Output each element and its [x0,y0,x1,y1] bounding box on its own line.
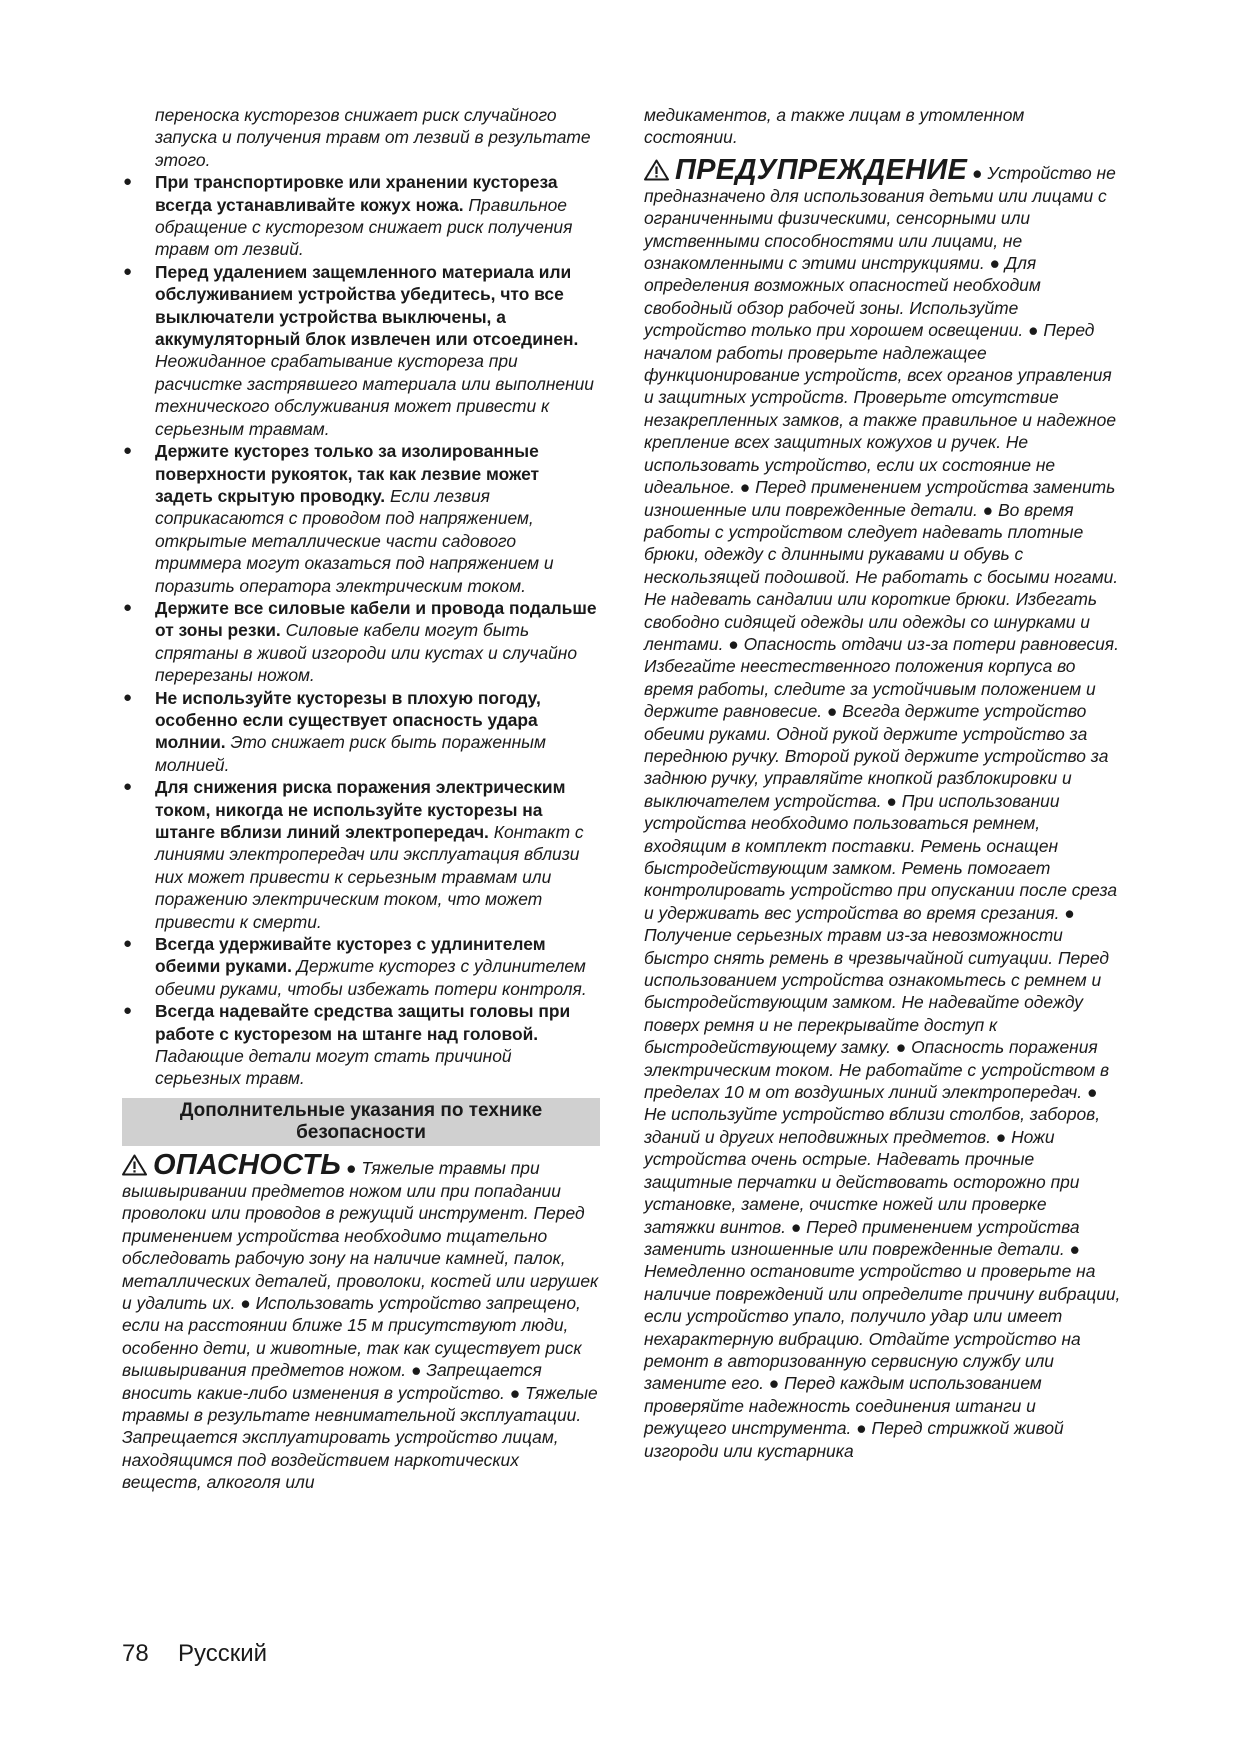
danger-paragraph [122,1150,600,1494]
bullet-text: Если лезвия соприкасаются с проводом под напряжением, открытые металлические части садового триммера могут оказаться под напряжением и поразить оператора электрическим током. [155,485,554,596]
warning-text: ● Устройство не предназначено для использования детьми или лицами с ограниченными физическими, сенсорными или умственными способностями или лицами, не ознакомленными с этими инструкциями. ● Для определения возможных опасностей необходим свободный обзор рабочей зоны. Используйте устройство только при хорошем освещении. ● Перед началом работы проверьте надлежащее функционирование устройств, всех органов управления и защитных устройств. Проверьте отсутствие незакрепленных замков, а также правильное и надежное крепление всех защитных кожухов и ручек. Не использовать устройство, если их состояние не идеальное. ● Перед применением устройства заменить изношенные или поврежденные детали. ● Во время работы с устройством следует надевать плотные брюки, одежду с длинными рукавами и обувь с нескользящей подошвой. Не работать с босыми ногами. Не надевать сандалии или короткие брюки. Избегать свободно сидящей одежды или одежды со шнурками и лентами. ● Опасность отдачи из-за потери равновесия. Избегайте неестественного положения корпуса во время работы, следите за устойчивым положением и держите равновесие. ● Всегда держите устройство обеими руками. Одной рукой держите устройство за переднюю ручку. Второй рукой держите устройство за заднюю ручку, управляйте кнопкой разблокировки и выключателем устройства. ● При использовании устройства необходимо пользоваться ремнем, входящим в комплект поставки. Ремень оснащен быстродействующим замком. Ремень помогает контролировать устройство при опускании после среза и удерживать вес устройства во время срезания. ● Получение серьезных травм из-за невозможности быстро снять ремень в чрезвычайной ситуации. Перед использованием устройства ознакомьтесь с ремнем и быстродействующим замком. Не надевайте одежду поверх ремня и не перекрывайте доступ к быстродействующему замку. ● Опасность поражения электрическим током. Не работайте с устройством в пределах 10 м от воздушных линий электропередач. ● Не используйте устройство вблизи столбов, заборов, зданий и других неподвижных предметов. ● Ножи устройства очень острые. Надевать прочные защитные перчатки и действовать осторожно при установке, замене, очистке ножей или проверке затяжки винтов. ● Перед применением устройства заменить изношенные или поврежденные детали. ● Немедленно остановите устройство и проверьте на наличие повреждений или определите причину вибрации, если устройство упало, получило удар или имеет нехарактерную вибрацию. Отдайте устройство на ремонт в авторизованную сервисную службу или замените его. ● Перед каждым использованием проверяйте надежность соединения штанги и режущего инструмента. ● Перед стрижкой живой изгороди или кустарника [644,162,1121,1461]
lead-paragraph: переноска кусторезов снижает риск случайного запуска и получения травм от лезвий в результате этого. [155,105,591,170]
bullet-text: Неожиданное срабатывание кустореза при расчистке застрявшего материала или выполнении технического обслуживания может привести к серьезным травмам. [155,351,594,439]
right-column [644,104,1122,1462]
bullet-text: Падающие детали могут стать причиной серьезных травм. [155,1046,512,1089]
bullet-item [122,171,600,261]
bullet-item [122,1000,600,1090]
warning-signal-word: ПРЕДУПРЕЖДЕНИЕ [675,153,968,186]
bullet-item [122,933,600,1000]
bullet-text: Правильное обращение с кусторезом снижает риск получения травм от лезвий. [155,194,573,260]
bullet-text: Держите кусторез с удлинителем обеими руками, чтобы избежать потери контроля. [155,956,587,999]
bullet-bold: Держите все силовые кабели и провода подальше от зоны резки. [155,597,597,641]
page-number: 78 [122,1640,149,1667]
bullet-item [122,776,600,933]
safety-bullet-list [122,171,600,1090]
bullet-item [122,261,600,440]
bullet-bold: Всегда удерживайте кусторез с удлинителем обеими руками. [155,934,546,977]
bullet-bold: Перед удалением защемленного материала или обслуживанием устройства убедитесь, что все выключатели устройства выключены, а аккумуляторный блок извлечен или отсоединен. [155,261,579,350]
bullet-text: Контакт с линиями электропередач или эксплуатация вблизи них может привести к серьезным травмам или поражению электрическим током, что может привести к смерти. [155,822,584,932]
warning-triangle-icon [644,159,669,181]
bullet-bold: Всегда надевайте средства защиты головы при работе с кусторезом на штанге над головой. [155,1001,571,1044]
bullet-text: Это снижает риск быть пораженным молнией. [155,732,546,775]
bullet-item [122,440,600,597]
continued-paragraph: медикаментов, а также лицам в утомленном состоянии. [644,105,1025,148]
section-heading: Дополнительные указания по технике безопасности [122,1098,600,1146]
bullet-bold: Не используйте кусторезы в плохую погоду, особенно если существует опасность удара молнии. [155,687,541,753]
bullet-bold: Для снижения риска поражения электрическим током, никогда не используйте кусторезы на штанге вблизи линий электропередач. [155,777,566,842]
bullet-bold: Держите кусторез только за изолированные поверхности рукояток, так как лезвие может задеть скрытую проводку. [155,441,540,506]
danger-text: ● Тяжелые травмы при вышвыривании предметов ножом или при попадании проволоки или проводов в режущий инструмент. Перед применением устройства необходимо тщательно обследовать рабочую зону на наличие камней, палок, металлических деталей, проволоки, костей или игрушек и удалить их. ● Использовать устройство запрещено, если на расстоянии ближе 15 м присутствуют люди, особенно дети, и животные, так как существует риск вышвыривания предметов ножом. ● Запрещается вносить какие-либо изменения в устройство. ● Тяжелые травмы в результате невнимательной эксплуатации. Запрещается эксплуатировать устройство лицам, находящимся под воздействием наркотических веществ, алкоголя или [122,1157,599,1493]
danger-signal-word: ОПАСНОСТЬ [153,1148,342,1181]
bullet-bold: При транспортировке или хранении кустореза всегда устанавливайте кожух ножа. [155,172,558,215]
left-column [122,104,600,1494]
page-language: Русский [178,1640,268,1667]
warning-paragraph [644,155,1122,1462]
bullet-item [122,597,600,687]
warning-triangle-icon [122,1154,147,1176]
bullet-item [122,687,600,777]
bullet-text: Силовые кабели могут быть спрятаны в живой изгороди или кустах и случайно перерезаны ножом. [155,620,578,686]
